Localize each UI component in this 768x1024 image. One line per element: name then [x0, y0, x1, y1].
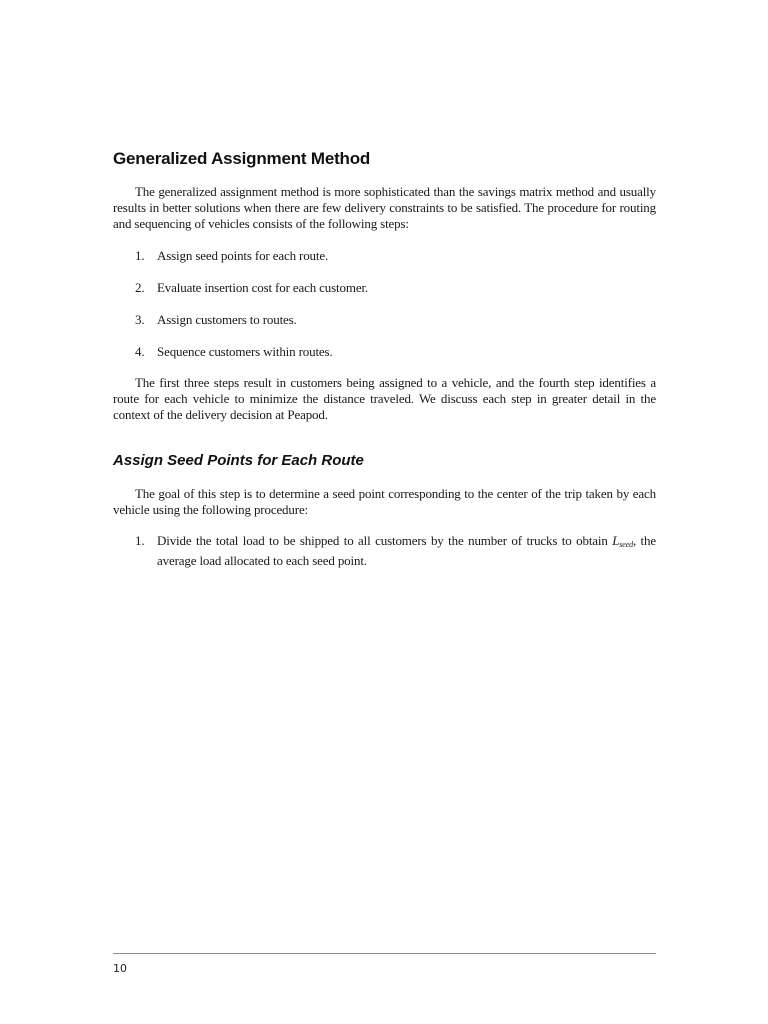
list-item: [135, 344, 656, 360]
list-item-text: [157, 533, 656, 569]
footer-divider: [113, 953, 656, 954]
seed-load-symbol-letter: L: [612, 533, 620, 548]
subsection-intro-paragraph: The goal of this step is to determine a seed point corresponding to the center of the trip taken by each vehicle using the following procedure:: [113, 486, 656, 517]
list-item-text: Assign customers to routes.: [157, 312, 297, 327]
list-item-text: Sequence customers within routes.: [157, 344, 333, 359]
list-item-text: Evaluate insertion cost for each customer.: [157, 280, 369, 295]
list-item-number: 4.: [135, 344, 145, 359]
seed-load-symbol: [612, 533, 633, 548]
seed-load-symbol-subscript: seed: [619, 540, 633, 549]
list-item: [135, 248, 656, 264]
document-page: [113, 0, 656, 1024]
list-item-number: 3.: [135, 312, 145, 327]
section-heading: Generalized Assignment Method: [113, 149, 371, 168]
list-item-number: 1.: [135, 533, 145, 548]
list-item: [135, 533, 656, 569]
subsection-heading: Assign Seed Points for Each Route: [113, 452, 364, 469]
step-text-before: Divide the total load to be shipped to all customers by the number of trucks to obtain: [157, 533, 608, 548]
list-item-text: Assign seed points for each route.: [157, 248, 329, 263]
list-item-number: 1.: [135, 248, 145, 263]
step-text-after: , the average load allocated to each seed point.: [157, 533, 656, 568]
list-item: [135, 312, 656, 328]
list-item-number: 2.: [135, 280, 145, 295]
followup-paragraph: The first three steps result in customers being assigned to a vehicle, and the fourth step identifies a route for each vehicle to minimize the distance traveled. We discuss each step in greater detail in the context of the delivery decision at Peapod.: [113, 375, 656, 422]
page-number: 10: [113, 962, 127, 975]
intro-paragraph: The generalized assignment method is more sophisticated than the savings matrix method and usually results in better solutions when there are few delivery constraints to be satisfied. The procedure for routing and sequencing of vehicles consists of the following steps:: [113, 184, 656, 231]
list-item: [135, 280, 656, 296]
